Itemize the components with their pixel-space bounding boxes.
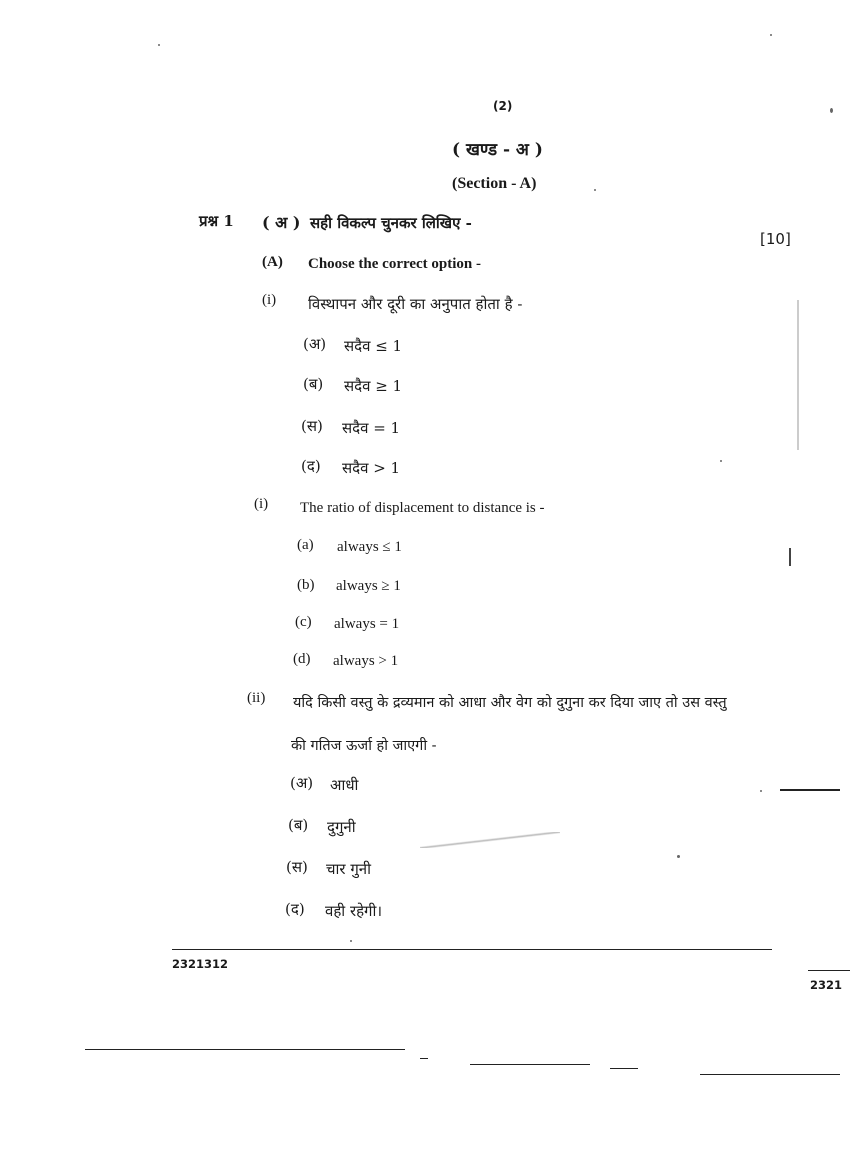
q1-hindi-option-text: सदैव ≥ 1: [344, 377, 403, 395]
section-title-hindi: ( खण्ड - अ ): [452, 140, 543, 160]
scan-edge-mark: [797, 300, 799, 450]
q1-hindi-option-label: (ब): [303, 375, 324, 393]
q2-hindi-option-label: (ब): [288, 816, 309, 834]
scan-speck: [770, 34, 772, 36]
instruction-english: Choose the correct option -: [308, 256, 482, 272]
q1-english-option-text: always > 1: [333, 653, 399, 669]
q2-hindi-option-text: वही रहेगी।: [325, 902, 383, 920]
q1-english-option-label: (a): [297, 537, 314, 553]
footer-code-cut: 2321: [810, 978, 843, 992]
scan-smudge: [420, 832, 560, 848]
q2-hindi-option-text: चार गुनी: [326, 860, 371, 878]
bottom-scan-line: [700, 1074, 840, 1075]
scan-speck: [350, 940, 352, 942]
q1-hindi-option-label: (द): [301, 457, 321, 475]
footer-code: 2321312: [172, 957, 229, 971]
q1-english-option-label: (d): [293, 651, 311, 667]
q1-hindi-option-text: सदैव = 1: [342, 419, 401, 437]
scan-edge-mark: [789, 548, 791, 566]
q1-hindi-option-text: सदैव > 1: [342, 459, 401, 477]
bottom-scan-line: [420, 1058, 428, 1059]
scan-speck: [677, 855, 680, 858]
q1-english-number: (i): [254, 496, 269, 512]
q2-hindi-number: (ii): [247, 690, 266, 706]
scan-speck: [594, 189, 596, 191]
q1-english-option-label: (b): [297, 577, 315, 593]
scan-speck: [830, 108, 833, 113]
part-label: ( अ ): [262, 213, 301, 232]
footer-rule: [172, 949, 772, 950]
marks-badge: [10]: [760, 230, 791, 248]
q1-english-option-text: always = 1: [334, 616, 400, 632]
question-label: प्रश्न 1: [199, 212, 234, 230]
q1-hindi-text: विस्थापन और दूरी का अनुपात होता है -: [308, 295, 523, 313]
q2-hindi-text-line1: यदि किसी वस्तु के द्रव्यमान को आधा और वेग को दुगुना कर दिया जाए तो उस वस्तु: [293, 695, 727, 711]
footer-rule-right: [808, 970, 850, 971]
q2-hindi-option-label: (द): [285, 900, 305, 918]
q1-english-option-label: (c): [295, 614, 312, 630]
q1-hindi-option-text: सदैव ≤ 1: [344, 337, 403, 355]
q1-english-text: The ratio of displacement to distance is -: [300, 500, 545, 516]
q2-hindi-option-text: दुगुनी: [327, 818, 356, 836]
q1-hindi-option-label: (स): [301, 417, 323, 435]
q2-hindi-option-label: (स): [286, 858, 308, 876]
part-a-label: (A): [262, 254, 283, 270]
scan-speck: [720, 460, 722, 462]
q2-hindi-text-line2: की गतिज ऊर्जा हो जाएगी -: [291, 738, 437, 754]
scan-mark: [780, 789, 840, 791]
bottom-scan-line: [85, 1049, 405, 1050]
instruction-hindi: सही विकल्प चुनकर लिखिए -: [310, 214, 472, 232]
q2-hindi-option-text: आधी: [330, 776, 359, 794]
q1-english-option-text: always ≤ 1: [337, 539, 402, 555]
bottom-scan-line: [610, 1068, 638, 1069]
q1-hindi-option-label: (अ): [303, 335, 327, 353]
q1-english-option-text: always ≥ 1: [336, 578, 401, 594]
q2-hindi-option-label: (अ): [290, 774, 314, 792]
page-number: (2): [493, 99, 513, 113]
bottom-scan-line: [470, 1064, 590, 1065]
section-title-english: (Section - A): [452, 175, 537, 192]
q1-hindi-number: (i): [262, 292, 277, 308]
scan-speck: [760, 790, 762, 792]
scan-speck: [158, 44, 160, 46]
